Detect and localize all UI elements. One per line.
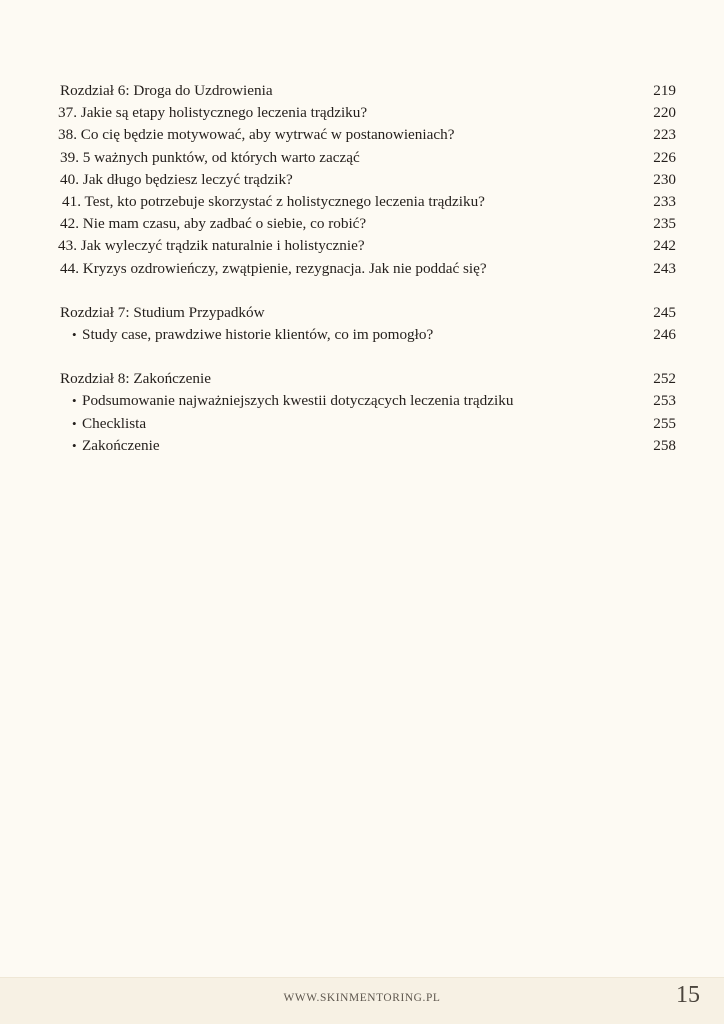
toc-bullet-entry [56,435,684,457]
toc-entry-label: 39. 5 ważnych punktów, od których warto zacząć [60,148,360,166]
footer-website: WWW.SKINMENTORING.PL [283,992,441,1004]
toc-chapter-entry [56,80,684,102]
toc-entry-label: 41. Test, kto potrzebuje skorzystać z holistycznego leczenia trądziku? [62,193,485,211]
toc-chapter-entry [56,368,684,390]
toc-entry-label: 37. Jakie są etapy holistycznego leczenia trądziku? [58,104,368,122]
toc-numbered-entry [56,258,684,280]
toc-entry-page: 243 [653,259,676,277]
toc-entry-label: Rozdział 8: Zakończenie [60,370,211,388]
table-of-contents [56,80,684,457]
toc-entry-label-group [56,390,513,412]
toc-numbered-entry [56,124,684,146]
toc-numbered-entry [56,191,684,213]
bullet-icon: • [72,327,77,343]
toc-numbered-entry [56,147,684,169]
bullet-icon: • [72,415,77,431]
toc-entry-page: 253 [653,392,676,410]
toc-entry-page: 226 [653,148,676,166]
toc-bullet-entry [56,413,684,435]
toc-entry-label: 44. Kryzys ozdrowieńczy, zwątpienie, rezygnacja. Jak nie poddać się? [60,259,487,277]
toc-entry-label: Podsumowanie najważniejszych kwestii dotyczących leczenia trądziku [82,392,514,410]
toc-numbered-entry [56,213,684,235]
bullet-icon: • [72,393,77,409]
section-spacer [56,280,684,302]
toc-numbered-entry [56,235,684,257]
toc-entry-label: 43. Jak wyleczyć trądzik naturalnie i holistycznie? [58,237,365,255]
toc-entry-label: 40. Jak długo będziesz leczyć trądzik? [60,170,293,188]
section-spacer [56,346,684,368]
toc-chapter-entry [56,302,684,324]
toc-entry-page: 246 [653,326,676,344]
toc-entry-page: 252 [653,370,676,388]
toc-entry-label-group [56,324,433,346]
toc-entry-page: 223 [653,126,676,144]
toc-entry-label: Zakończenie [82,436,160,454]
toc-numbered-entry [56,102,684,124]
toc-entry-page: 242 [653,237,676,255]
toc-entry-label: Study case, prawdziwe historie klientów, co im pomogło? [82,326,434,344]
footer-page-number: 15 [676,982,700,1008]
toc-numbered-entry [56,169,684,191]
toc-entry-page: 220 [653,104,676,122]
toc-entry-page: 230 [653,170,676,188]
toc-entry-label: Rozdział 7: Studium Przypadków [60,303,265,321]
toc-entry-page: 258 [653,436,676,454]
toc-entry-label: 42. Nie mam czasu, aby zadbać o siebie, co robić? [60,215,367,233]
toc-entry-label: 38. Co cię będzie motywować, aby wytrwać w postanowieniach? [58,126,455,144]
toc-entry-page: 235 [653,215,676,233]
toc-bullet-entry [56,324,684,346]
toc-bullet-entry [56,390,684,412]
toc-entry-page: 245 [653,303,676,321]
toc-entry-page: 219 [653,82,676,99]
toc-entry-label: Checklista [82,414,147,432]
page-footer [0,977,724,1024]
toc-entry-label: Rozdział 6: Droga do Uzdrowienia [60,82,273,99]
toc-entry-label-group [56,413,146,435]
toc-entry-label-group [56,435,160,457]
toc-entry-page: 233 [653,193,676,211]
toc-entry-page: 255 [653,414,676,432]
bullet-icon: • [72,437,77,453]
